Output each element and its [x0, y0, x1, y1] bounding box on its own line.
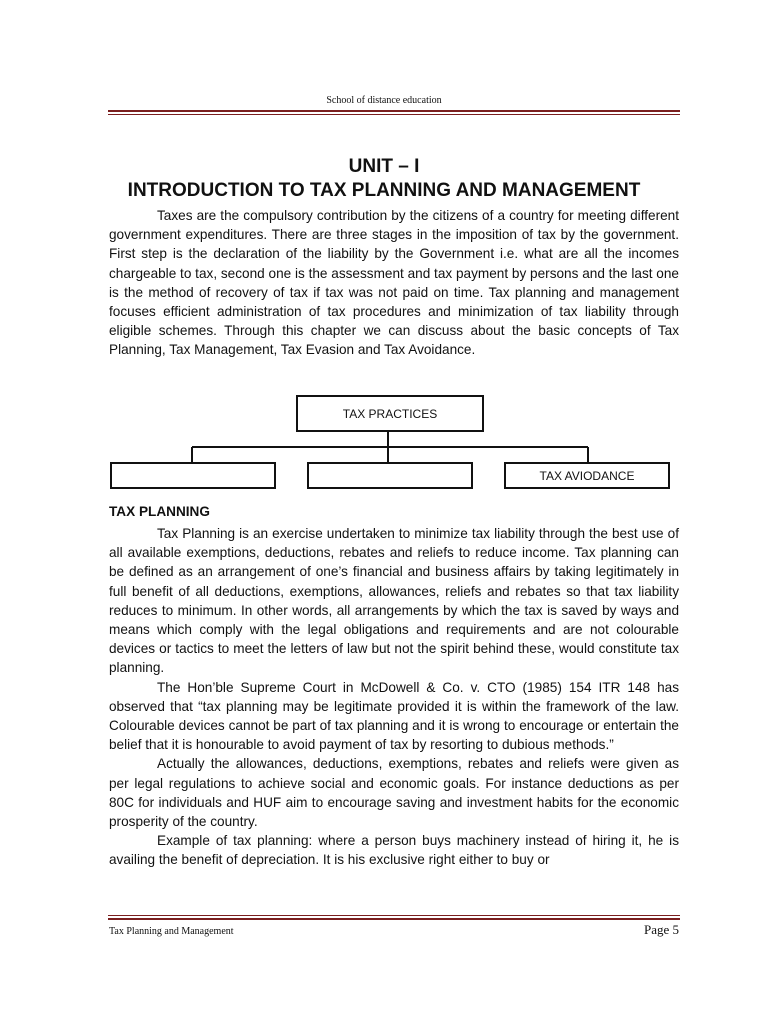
running-footer: Tax Planning and Management: [109, 926, 234, 937]
footer-rule-thin: [108, 915, 680, 916]
section-paragraph: Tax Planning is an exercise undertaken to minimize tax liability through the best use of all available exemptions, deductions, rebates and reliefs to reduce income. Tax planning can be defined as an arrangement of one’s financial and business affairs by taking legitimately in full benefit of all deductions, exemptions, allowances, reliefs and rebates so that tax liability reduces to minimum. In other words, all arrangements by which the tax is saved by ways and means which comply with the legal obligations and requirements and are not colourable devices or tactics to meet the letters of law but not the spirit behind these, would constitute tax planning.: [109, 526, 679, 676]
intro-paragraph: Taxes are the compulsory contribution by the citizens of a country for meeting different government expenditures. There are three stages in the imposition of tax by the government. First step is the declaration of the liability by the Government i.e. what are all the incomes chargeable to tax, second one is the assessment and tax payment by persons and the last one is the method of recovery of tax if tax was not paid on time. Tax planning and management focuses efficient administration of tax procedures and minimization of tax liability through eligible schemes. Through this chapter we can discuss about the basic concepts of Tax Planning, Tax Management, Tax Evasion and Tax Avoidance.: [109, 208, 679, 358]
section-paragraph: The Hon’ble Supreme Court in McDowell & Co. v. CTO (1985) 154 ITR 148 has observed that “tax planning may be legitimate provided it is within the framework of the law. Colourable devices cannot be part of tax planning and it is wrong to encourage or entertain the belief that it is honourable to avoid payment of tax by resorting to dubious methods.”: [109, 679, 679, 753]
header-rule-thick: [108, 110, 680, 112]
tax-avoidance-box: TAX AVIODANCE: [504, 462, 670, 489]
section-heading: TAX PLANNING: [109, 504, 210, 519]
section-body: [109, 524, 679, 870]
running-header: School of distance education: [326, 95, 442, 106]
tax-practice-box-1: [110, 462, 276, 489]
tax-practice-box-2: [307, 462, 473, 489]
section-paragraph: Actually the allowances, deductions, exemptions, rebates and reliefs were given as per legal regulations to achieve social and economic goals. For instance deductions as per 80C for individuals and HUF aim to encourage saving and investment habits for the economic prosperity of the country.: [109, 756, 679, 830]
header-rule-thin: [108, 114, 680, 115]
intro-block: [109, 206, 679, 360]
chapter-heading: INTRODUCTION TO TAX PLANNING AND MANAGEMENT: [127, 180, 641, 201]
footer-rule-thick: [108, 918, 680, 920]
unit-title: UNIT – I: [348, 156, 420, 177]
tax-practices-box: TAX PRACTICES: [296, 395, 484, 432]
section-paragraph: Example of tax planning: where a person buys machinery instead of hiring it, he is availing the benefit of depreciation. It is his exclusive right either to buy or: [109, 833, 679, 868]
page-number: Page 5: [643, 922, 679, 937]
